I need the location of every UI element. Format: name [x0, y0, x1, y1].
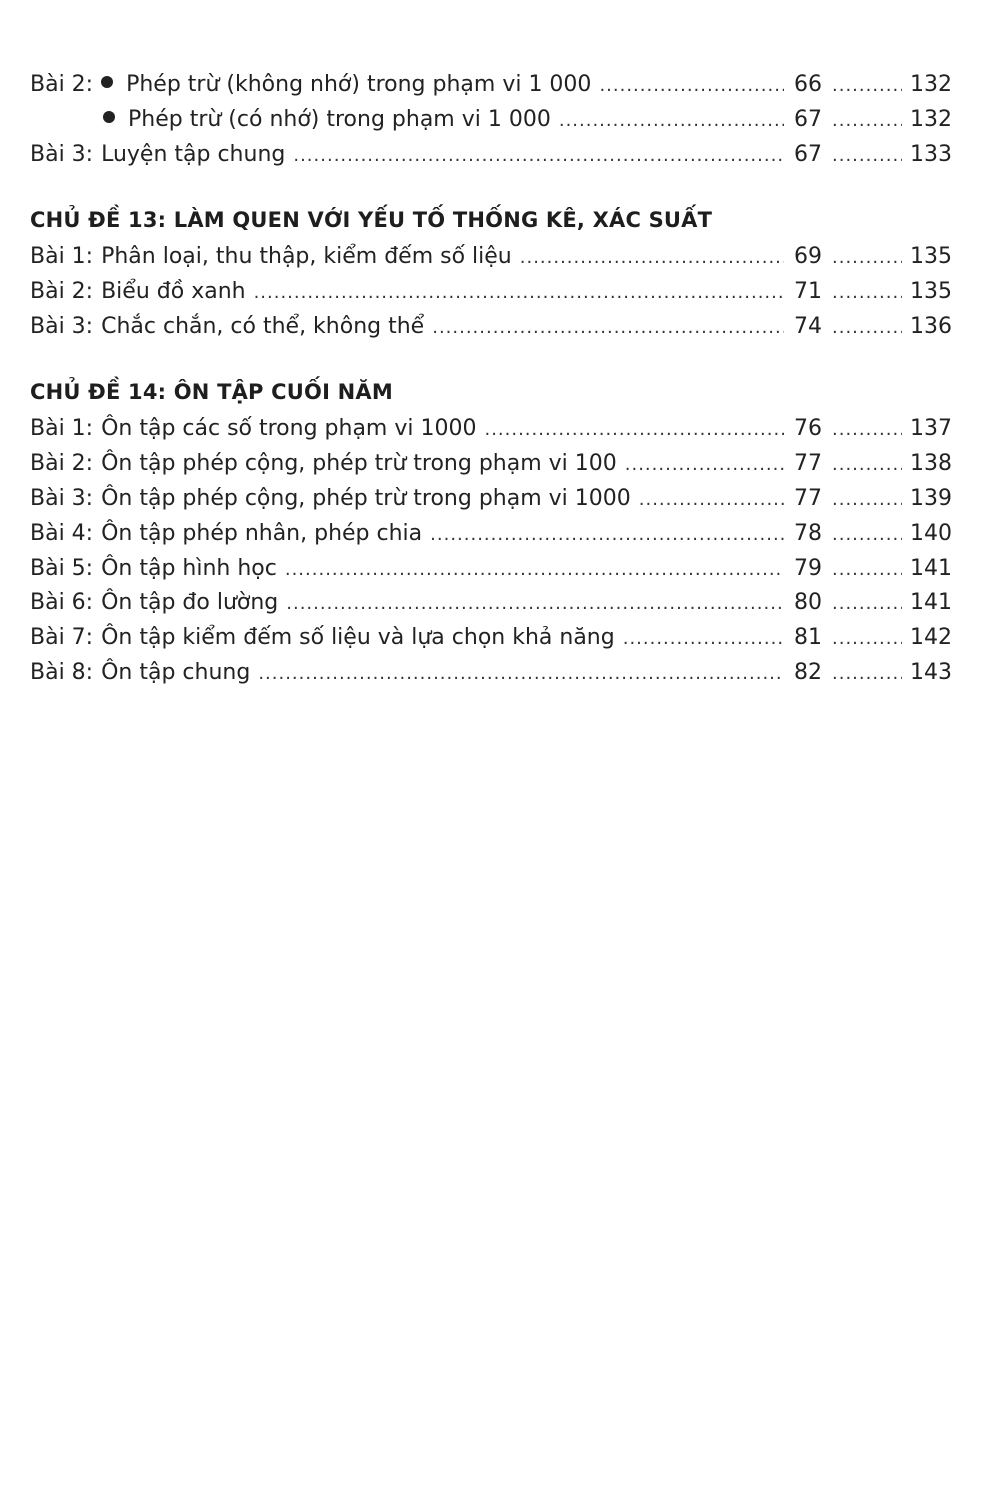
page-number-a: 82 — [794, 660, 822, 685]
page-number-b: 141 — [910, 556, 952, 581]
toc-row-phep-tru-co-nho — [103, 107, 952, 141]
lesson-label: Bài 6: — [30, 590, 94, 615]
dot-leader — [832, 247, 902, 268]
dot-leader — [286, 593, 784, 614]
dot-leader — [432, 317, 784, 338]
lesson-title: Ôn tập hình học — [101, 556, 277, 581]
toc-row — [30, 590, 952, 624]
dot-leader — [832, 110, 902, 131]
toc-row — [30, 486, 952, 520]
page-number-a: 80 — [794, 590, 822, 615]
page-number-a: 77 — [794, 486, 822, 511]
lesson-label: Bài 4: — [30, 521, 94, 546]
lesson-label: Bài 3: — [30, 142, 94, 167]
page-number-a: 78 — [794, 521, 822, 546]
dot-leader — [639, 489, 784, 510]
lesson-title: Phép trừ (không nhớ) trong phạm vi 1 000 — [126, 72, 592, 97]
page-number-b: 143 — [910, 660, 952, 685]
toc-row — [30, 451, 952, 485]
lesson-title: Ôn tập đo lường — [101, 590, 279, 615]
page-number-a: 79 — [794, 556, 822, 581]
lesson-title: Ôn tập kiểm đếm số liệu và lựa chọn khả năng — [101, 625, 615, 650]
page-number-a: 69 — [794, 244, 822, 269]
page-number-b: 139 — [910, 486, 952, 511]
page-number-a: 76 — [794, 416, 822, 441]
dot-leader — [832, 419, 902, 440]
topic-14-heading: CHỦ ĐỀ 14: ÔN TẬP CUỐI NĂM — [30, 380, 393, 404]
dot-leader — [832, 489, 902, 510]
lesson-title: Luyện tập chung — [101, 142, 286, 167]
dot-leader — [832, 628, 902, 649]
dot-leader — [258, 663, 784, 684]
page-number-b: 133 — [910, 142, 952, 167]
lesson-label: Bài 1: — [30, 416, 94, 441]
page-number-a: 77 — [794, 451, 822, 476]
lesson-title: Biểu đồ xanh — [101, 279, 246, 304]
dot-leader — [293, 145, 784, 166]
lesson-label: Bài 3: — [30, 486, 94, 511]
page-number-b: 137 — [910, 416, 952, 441]
dot-leader — [285, 559, 784, 580]
lesson-label: Bài 3: — [30, 314, 94, 339]
toc-row-luyen-tap-chung — [30, 142, 952, 176]
toc-row — [30, 625, 952, 659]
dot-leader — [832, 663, 902, 684]
lesson-label: Bài 2: — [30, 279, 94, 304]
toc-row-phep-tru-khong-nho — [30, 72, 952, 106]
bullet-icon — [103, 111, 115, 123]
page-number-a: 67 — [794, 142, 822, 167]
lesson-title: Ôn tập phép nhân, phép chia — [101, 521, 423, 546]
lesson-label: Bài 2: — [30, 72, 94, 97]
dot-leader — [832, 282, 902, 303]
lesson-title: Ôn tập chung — [101, 660, 251, 685]
page-number-b: 132 — [910, 72, 952, 97]
page-number-b: 142 — [910, 625, 952, 650]
toc-row — [30, 244, 952, 278]
dot-leader — [832, 145, 902, 166]
topic-13-heading: CHỦ ĐỀ 13: LÀM QUEN VỚI YẾU TỐ THỐNG KÊ, XÁC SUẤT — [30, 208, 713, 232]
dot-leader — [832, 454, 902, 475]
lesson-title: Chắc chắn, có thể, không thể — [101, 314, 425, 339]
bullet-icon — [101, 76, 113, 88]
page-number-b: 136 — [910, 314, 952, 339]
lesson-label: Bài 1: — [30, 244, 94, 269]
page-number-b: 140 — [910, 521, 952, 546]
page-number-a: 67 — [794, 107, 822, 132]
page-number-b: 135 — [910, 279, 952, 304]
dot-leader — [832, 559, 902, 580]
lesson-label: Bài 8: — [30, 660, 94, 685]
page-number-b: 138 — [910, 451, 952, 476]
dot-leader — [430, 524, 784, 545]
page-number-b: 141 — [910, 590, 952, 615]
dot-leader — [484, 419, 784, 440]
dot-leader — [832, 75, 902, 96]
dot-leader — [623, 628, 784, 649]
toc-row — [30, 279, 952, 313]
lesson-label: Bài 5: — [30, 556, 94, 581]
dot-leader — [832, 593, 902, 614]
toc-row — [30, 416, 952, 450]
lesson-title: Phép trừ (có nhớ) trong phạm vi 1 000 — [128, 107, 551, 132]
toc-row — [30, 521, 952, 555]
lesson-title: Ôn tập phép cộng, phép trừ trong phạm vi 100 — [101, 451, 617, 476]
dot-leader — [599, 75, 784, 96]
lesson-title: Ôn tập phép cộng, phép trừ trong phạm vi 1000 — [101, 486, 631, 511]
lesson-label: Bài 7: — [30, 625, 94, 650]
page-number-a: 74 — [794, 314, 822, 339]
dot-leader — [254, 282, 784, 303]
dot-leader — [559, 110, 784, 131]
dot-leader — [832, 524, 902, 545]
page-number-a: 81 — [794, 625, 822, 650]
toc-row — [30, 556, 952, 590]
lesson-title: Ôn tập các số trong phạm vi 1000 — [101, 416, 477, 441]
page-number-b: 135 — [910, 244, 952, 269]
toc-row — [30, 314, 952, 348]
dot-leader — [625, 454, 784, 475]
lesson-label: Bài 2: — [30, 451, 94, 476]
page-number-a: 71 — [794, 279, 822, 304]
lesson-title: Phân loại, thu thập, kiểm đếm số liệu — [101, 244, 512, 269]
page-number-a: 66 — [794, 72, 822, 97]
dot-leader — [832, 317, 902, 338]
toc-row — [30, 660, 952, 694]
page-number-b: 132 — [910, 107, 952, 132]
dot-leader — [520, 247, 784, 268]
